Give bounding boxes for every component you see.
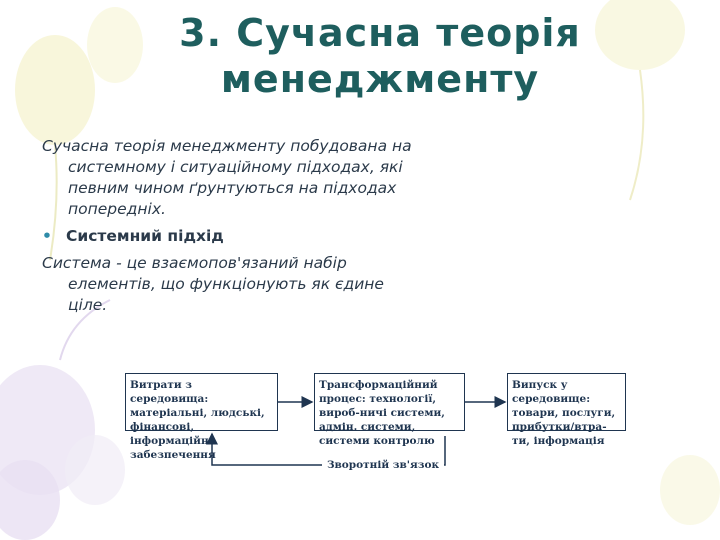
bullet-marker: • (42, 227, 52, 245)
title-line-2: менеджменту (220, 57, 540, 101)
definition-paragraph: Система - це взаємопов'язаний набір елементів, що функціонують як єдине ціле. (42, 254, 384, 314)
outputs-box: Випуск у середовище: товари, послуги, прибутки/втра-ти, інформація (507, 373, 626, 431)
title-line-1: 3. Сучасна теорія (179, 11, 581, 55)
inputs-box: Витрати з середовища: матеріальні, людські, фінансові, інформаційне забезпечення (125, 373, 278, 431)
bullet-text: Системний підхід (66, 227, 224, 245)
process-box: Трансформаційний процес: технології, вироб-ничі системи, адмін. системи, системи контролю (314, 373, 465, 431)
intro-paragraph: Сучасна теорія менеджменту побудована на системному і ситуаційному підходах, які певним чином ґрунтуються на підходах попередніх. (42, 137, 412, 218)
feedback-label: Зворотній зв'язок (322, 459, 444, 471)
